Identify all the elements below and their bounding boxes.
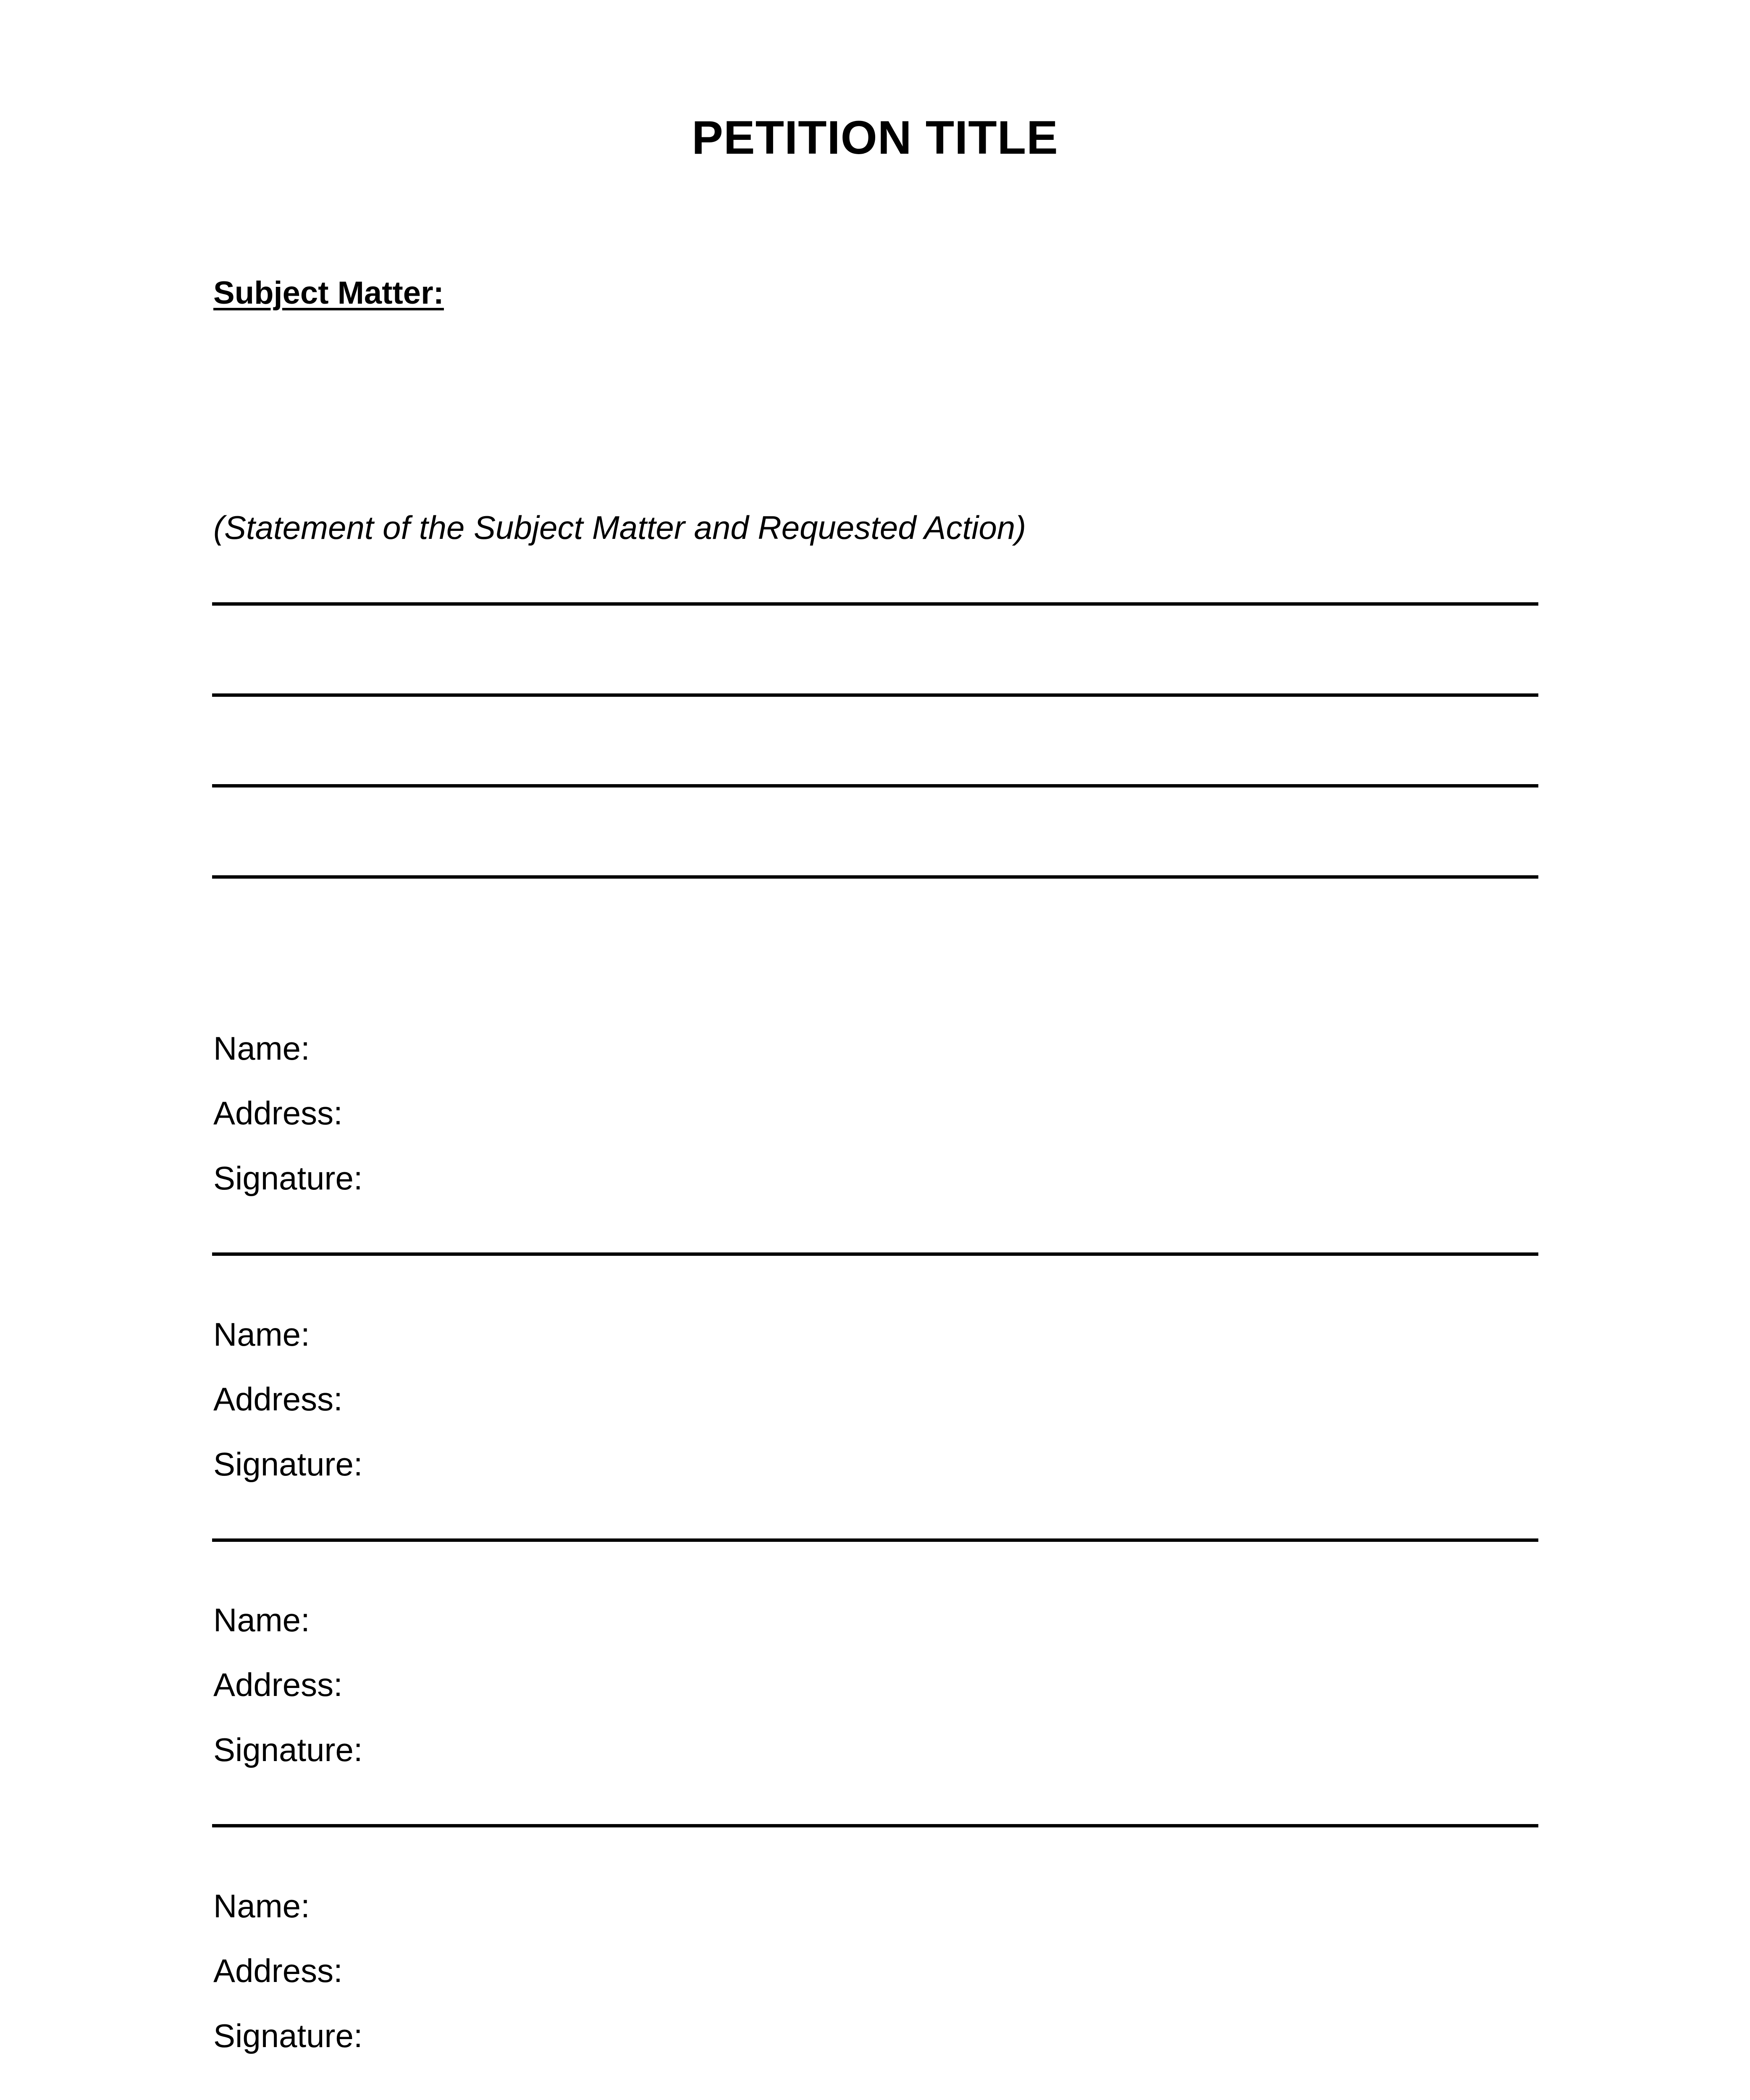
signatory-address-label: Address: bbox=[213, 1666, 343, 1703]
statement-line[interactable] bbox=[212, 875, 1538, 879]
statement-line[interactable] bbox=[212, 693, 1538, 697]
page-title: PETITION TITLE bbox=[692, 111, 1058, 164]
signatory-address-label: Address: bbox=[213, 1952, 343, 1989]
signatory-separator-line[interactable] bbox=[212, 1824, 1538, 1827]
signatory-signature-label: Signature: bbox=[213, 1731, 363, 1768]
subject-matter-heading: Subject Matter: bbox=[213, 275, 444, 311]
statement-line[interactable] bbox=[212, 602, 1538, 606]
signatory-signature-label: Signature: bbox=[213, 2017, 363, 2054]
signatory-signature-label: Signature: bbox=[213, 1160, 363, 1197]
signatory-name-label: Name: bbox=[213, 1030, 310, 1067]
signatory-address-label: Address: bbox=[213, 1381, 343, 1418]
signatory-separator-line[interactable] bbox=[212, 1252, 1538, 1256]
signatory-name-label: Name: bbox=[213, 1601, 310, 1638]
statement-prompt: (Statement of the Subject Matter and Requested Action) bbox=[213, 509, 1026, 546]
signatory-name-label: Name: bbox=[213, 1887, 310, 1924]
signatory-separator-line[interactable] bbox=[212, 1538, 1538, 1542]
signatory-signature-label: Signature: bbox=[213, 1446, 363, 1483]
statement-line[interactable] bbox=[212, 784, 1538, 788]
signatory-name-label: Name: bbox=[213, 1316, 310, 1353]
signatory-address-label: Address: bbox=[213, 1095, 343, 1131]
